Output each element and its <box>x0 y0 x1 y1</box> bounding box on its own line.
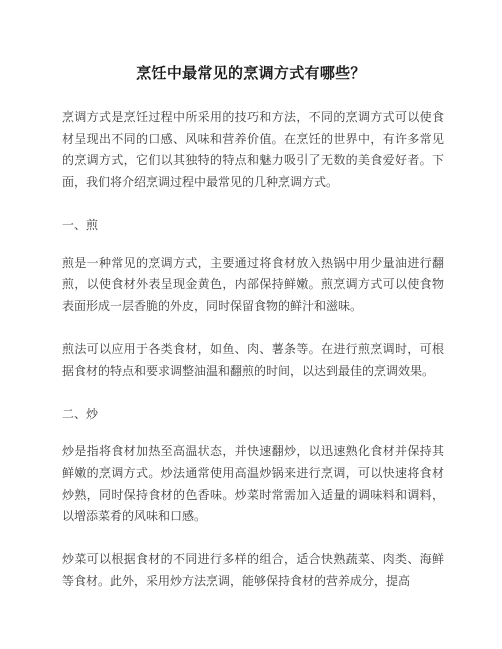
section-paragraph: 煎是一种常见的烹调方式，主要通过将食材放入热锅中用少量油进行翻煎，以使食材外表呈现金黄色，内部保持鲜嫩。煎烹调方式可以使食物表面形成一层香脆的外皮，同时保留食物的鲜汁和滋味。 <box>62 255 444 313</box>
document-body <box>62 107 444 592</box>
section-heading-stir-fry: 二、炒 <box>62 406 99 421</box>
section-paragraph: 炒菜可以根据食材的不同进行多样的组合，适合快熟蔬菜、肉类、海鲜等食材。此外，采用炒方法烹调，能够保持食材的营养成分，提高 <box>62 552 444 588</box>
document-title: 烹饪中最常见的烹调方式有哪些？ <box>136 64 366 82</box>
intro-paragraph: 烹调方式是烹饪过程中所采用的技巧和方法，不同的烹调方式可以使食材呈现出不同的口感、风味和营养价值。在烹饪的世界中，有许多常见的烹调方式，它们以其独特的特点和魅力吸引了无数的美食爱好者。下面，我们将介绍烹调过程中最常见的几种烹调方式。 <box>62 110 444 189</box>
section-paragraph: 煎法可以应用于各类食材，如鱼、肉、薯条等。在进行煎烹调时，可根据食材的特点和要求调整油温和翻煎的时间，以达到最佳的烹调效果。 <box>62 341 444 378</box>
section-heading-fry: 一、煎 <box>62 217 99 232</box>
section-paragraph: 炒是指将食材加热至高温状态，并快速翻炒，以迅速熟化食材并保持其鲜嫩的烹调方式。炒法通常使用高温炒锅来进行烹调，可以快速将食材炒熟，同时保持食材的色香味。炒菜时常需加入适量的调味料和调料，以增添菜肴的风味和口感。 <box>62 444 444 524</box>
